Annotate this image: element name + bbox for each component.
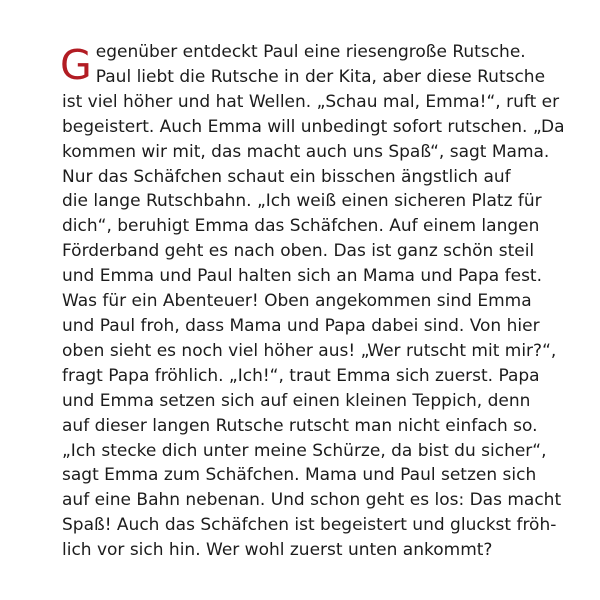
story-line-10: und Emma und Paul halten sich an Mama und Papa fest. [62,266,542,287]
story-paragraph [60,40,565,563]
story-line-19: auf eine Bahn nebenan. Und schon geht es los: Das macht [62,490,562,511]
story-line-17: „Ich stecke dich unter meine Schürze, da bist du sicher“, [62,440,547,461]
story-line-20: Spaß! Auch das Schäfchen ist begeistert und gluckst fröh- [62,515,557,536]
story-line-12: und Paul froh, dass Mama und Papa dabei sind. Von hier [62,315,540,336]
story-line-16: auf dieser langen Rutsche rutscht man nicht einfach so. [62,415,538,436]
story-line-15: und Emma setzen sich auf einen kleinen Teppich, denn [62,390,531,411]
story-line-5: kommen wir mit, das macht auch uns Spaß“, sagt Mama. [62,141,550,162]
drop-cap: G [60,41,92,89]
story-line-2: Paul liebt die Rutsche in der Kita, aber diese Rutsche [95,66,546,87]
story-line-6: Nur das Schäfchen schaut ein bisschen ängstlich auf [62,166,511,187]
story-line-4: begeistert. Auch Emma will unbedingt sofort rutschen. „Da [62,116,565,137]
story-line-13: oben sieht es noch viel höher aus! „Wer rutscht mit mir?“, [62,340,557,361]
story-line-14: fragt Papa fröhlich. „Ich!“, traut Emma sich zuerst. Papa [62,365,540,386]
story-line-3: ist viel höher und hat Wellen. „Schau mal, Emma!“, ruft er [62,91,560,112]
story-line-21: lich vor sich hin. Wer wohl zuerst unten ankommt? [62,540,493,561]
story-line-8: dich“, beruhigt Emma das Schäfchen. Auf einem langen [62,216,540,237]
story-line-9: Förderband geht es nach oben. Das ist ganz schön steil [62,241,535,262]
story-line-18: sagt Emma zum Schäfchen. Mama und Paul setzen sich [62,465,537,486]
story-line-7: die lange Rutschbahn. „Ich weiß einen sicheren Platz für [62,191,542,212]
story-line-1: egenüber entdeckt Paul eine riesengroße Rutsche. [95,42,526,62]
story-line-11: Was für ein Abenteuer! Oben angekommen sind Emma [62,291,532,312]
